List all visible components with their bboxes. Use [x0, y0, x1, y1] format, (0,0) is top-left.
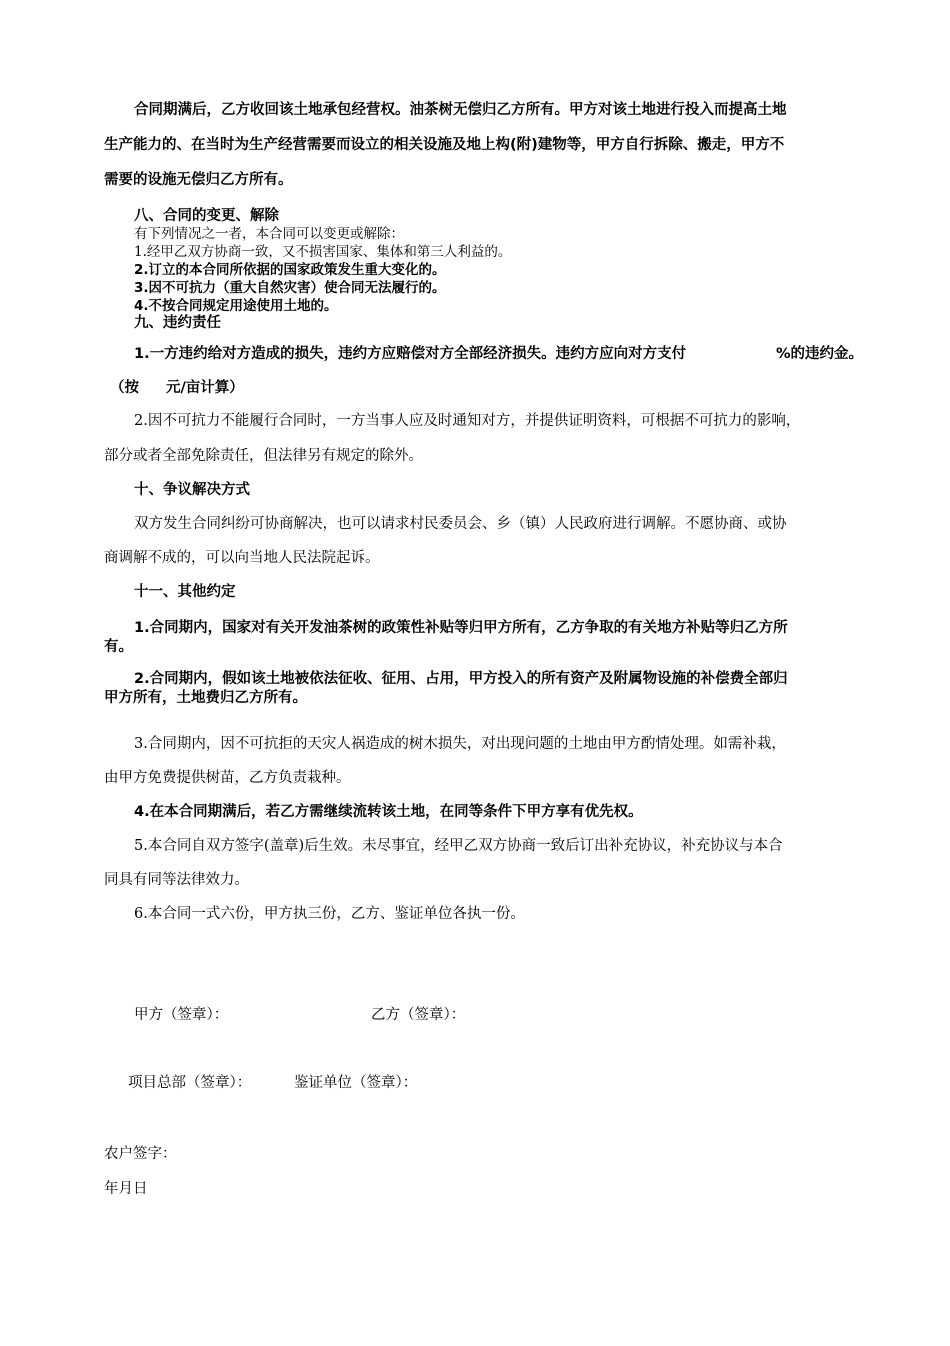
section11-item2-line-2: 甲方所有，土地费归乙方所有。 — [104, 690, 307, 706]
date-line: 年月日 — [104, 1181, 148, 1197]
party-b-signature: 乙方（签章）： — [371, 1007, 466, 1023]
section10-line-1: 双方发生合同纠纷可协商解决，也可以请求村民委员会、乡（镇）人民政府进行调解。不愿协商、或协 — [134, 516, 787, 532]
section9-item1-percent: %的违约金。 — [776, 346, 864, 362]
section8-intro: 有下列情况之一者，本合同可以变更或解除： — [134, 226, 404, 242]
clause7-line-1: 合同期满后，乙方收回该土地承包经营权。油茶树无偿归乙方所有。甲方对该土地进行投入而提高土地 — [134, 102, 787, 118]
section9-item2-line-1: 2.因不可抗力不能履行合同时，一方当事人应及时通知对方，并提供证明资料，可根据不可抗力的影响， — [134, 413, 801, 429]
section11-item5-line-2: 同具有同等法律效力。 — [104, 872, 249, 888]
section8-item-4: 4.不按合同规定用途使用土地的。 — [134, 298, 338, 314]
project-hq-signature: 项目总部（签章）： — [128, 1075, 252, 1091]
section10-line-2: 商调解不成的，可以向当地人民法院起诉。 — [104, 550, 380, 566]
section11-item5-line-1: 5.本合同自双方签字(盖章)后生效。未尽事宜，经甲乙双方协商一致后订出补充协议，补充协议与本合 — [134, 838, 783, 854]
section9-heading: 九、违约责任 — [134, 315, 221, 331]
section11-heading: 十一、其他约定 — [134, 584, 236, 600]
section11-item1-line-1: 1.合同期内，国家对有关开发油茶树的政策性补贴等归甲方所有，乙方争取的有关地方补贴等归乙方所 — [134, 620, 788, 636]
section11-item6: 6.本合同一式六份，甲方执三份，乙方、鉴证单位各执一份。 — [134, 906, 525, 922]
section8-item-2: 2.订立的本合同所依据的国家政策发生重大变化的。 — [134, 262, 446, 278]
section11-item4: 4.在本合同期满后，若乙方需继续流转该土地，在同等条件下甲方享有优先权。 — [134, 804, 643, 820]
section11-item2-line-1: 2.合同期内，假如该土地被依法征收、征用、占用，甲方投入的所有资产及附属物设施的补偿费全部归 — [134, 671, 788, 687]
section11-item3-line-1: 3.合同期内，因不可抗拒的天灾人祸造成的树木损失，对出现问题的土地由甲方酌情处理。如需补栽， — [134, 736, 786, 752]
section9-item1-per-mu-open: （按 — [110, 380, 139, 396]
clause7-line-3: 需要的设施无偿归乙方所有。 — [104, 172, 293, 188]
section9-item1-text: 1.一方违约给对方造成的损失，违约方应赔偿对方全部经济损失。违约方应向对方支付 — [134, 346, 687, 362]
section9-item2-line-2: 部分或者全部免除责任，但法律另有规定的除外。 — [104, 448, 423, 464]
section8-item-3: 3.因不可抗力（重大自然灾害）使合同无法履行的。 — [134, 280, 446, 296]
section9-item1-per-mu-unit: 元/亩计算） — [166, 380, 244, 396]
section8-item-1: 1.经甲乙双方协商一致，又不损害国家、集体和第三人利益的。 — [134, 244, 512, 260]
section11-item1-line-2: 有。 — [104, 639, 133, 655]
section8-heading: 八、合同的变更、解除 — [134, 208, 279, 224]
section11-item3-line-2: 由甲方免费提供树苗，乙方负责栽种。 — [104, 770, 351, 786]
farmer-signature: 农户签字： — [104, 1146, 177, 1162]
witness-signature: 鉴证单位（签章）： — [294, 1075, 418, 1091]
section10-heading: 十、争议解决方式 — [134, 482, 250, 498]
party-a-signature: 甲方（签章）： — [134, 1007, 229, 1023]
clause7-line-2: 生产能力的、在当时为生产经营需要而设立的相关设施及地上构(附)建物等，甲方自行拆除、搬走，甲方不 — [104, 137, 785, 153]
